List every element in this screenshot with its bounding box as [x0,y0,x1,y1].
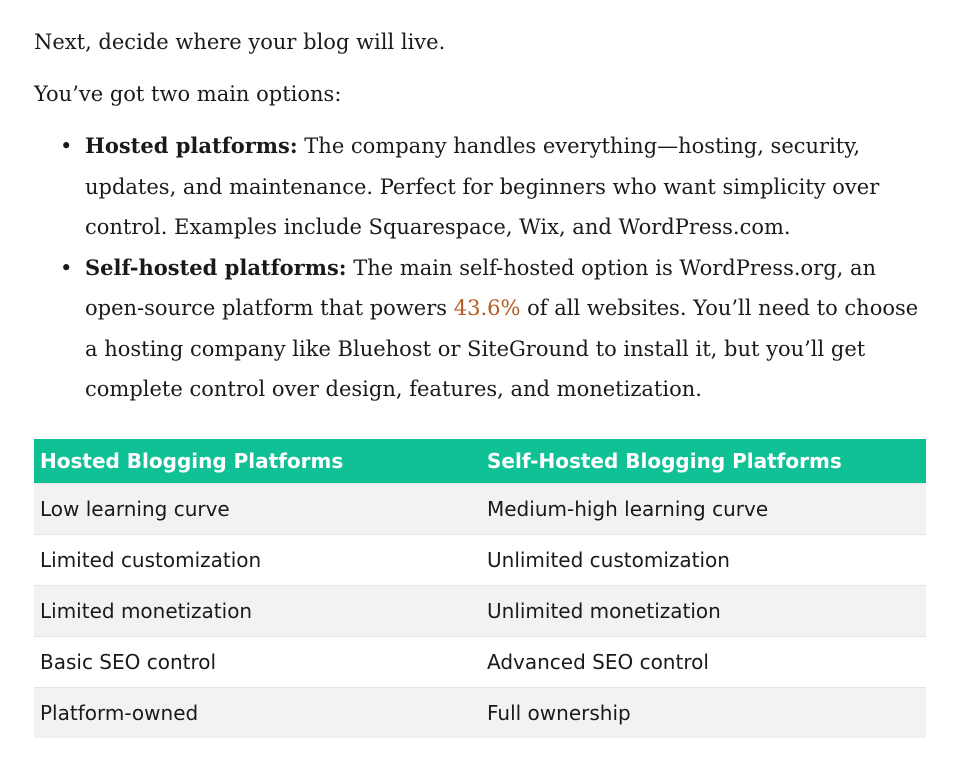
intro-paragraph-2: You’ve got two main options: [34,81,342,106]
table-header-row [34,439,926,484]
statistic-link[interactable]: 43.6% [453,296,521,320]
list-text-self-hosted-after: of all websites. You’ll need to choose a hosting company like Bluehost or SiteGround to install it, but you’ll get complete control over design, features, and monetization. [85,296,919,401]
header-hosted: Hosted Blogging Platforms [34,439,481,484]
bullet-icon: • [60,255,73,280]
table-cell: Limited customization [34,535,481,586]
list-term-hosted: Hosted platforms: [85,133,298,158]
header-self-hosted: Self-Hosted Blogging Platforms [481,439,926,484]
bullet-icon: • [60,134,73,158]
table-cell: Limited monetization [34,586,481,637]
table-row [34,586,926,637]
comparison-table [34,439,926,738]
list-item-hosted [60,126,926,248]
intro-paragraph-1: Next, decide where your blog will live. [34,30,446,54]
table-cell: Low learning curve [34,484,481,535]
table-row [34,688,926,739]
list-text-hosted: The company handles everything—hosting, security, updates, and maintenance. Perfect for beginners who want simplicity over control. Examples include Squarespace, Wix, and WordPress.com. [85,134,880,239]
table-cell: Advanced SEO control [481,637,926,688]
table-cell: Platform-owned [34,688,481,739]
table-cell: Basic SEO control [34,637,481,688]
article-body [34,22,926,410]
list-term-self-hosted: Self-hosted platforms: [85,254,347,280]
table-row [34,535,926,586]
list-text-self-hosted-before: The main self-hosted option is WordPress.org, an open-source platform that powers [85,255,877,320]
table-cell: Unlimited customization [481,535,926,586]
table-cell: Medium-high learning curve [481,484,926,535]
options-list [34,126,926,410]
table-row [34,484,926,535]
table-cell: Full ownership [481,688,926,739]
table-row [34,637,926,688]
list-item-self-hosted [60,248,926,410]
table-cell: Unlimited monetization [481,586,926,637]
